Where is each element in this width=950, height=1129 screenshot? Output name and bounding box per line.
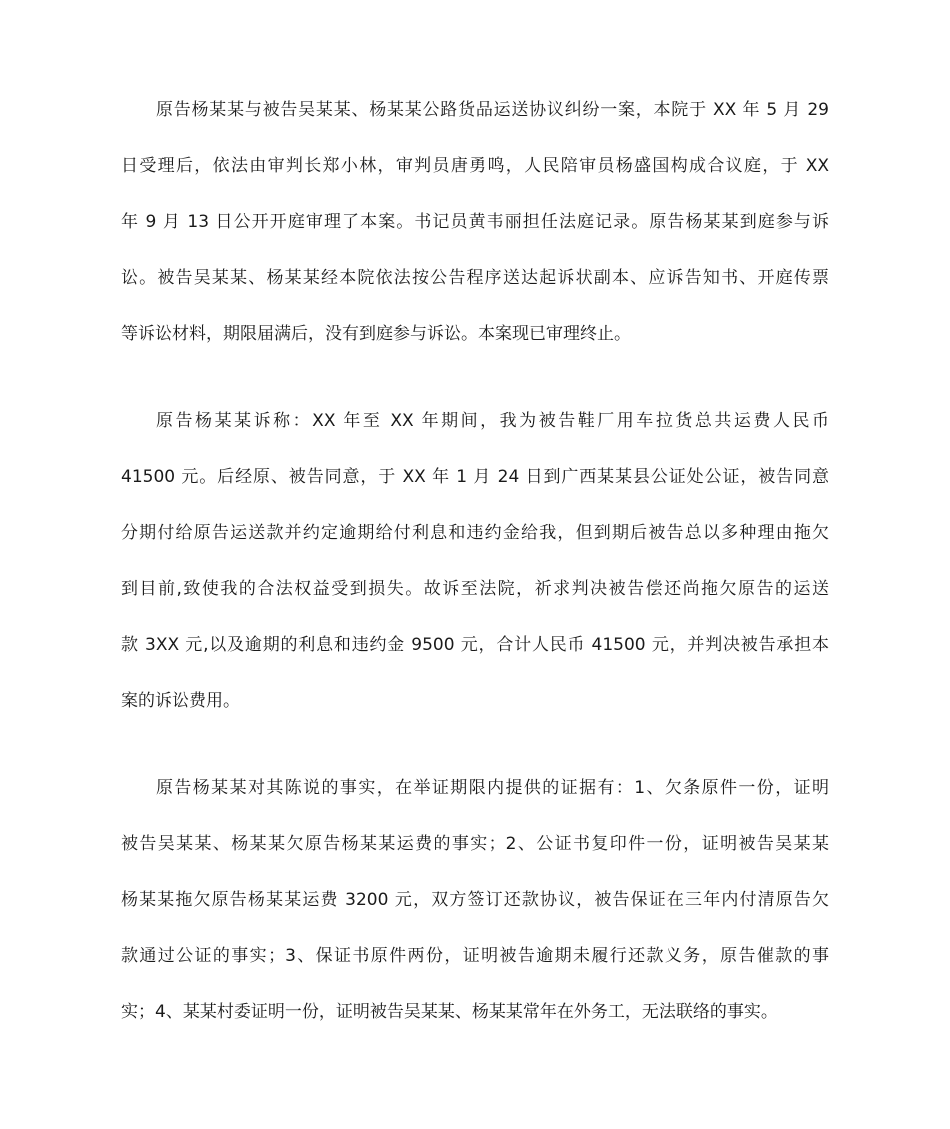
text-line: 案的诉讼费用。 bbox=[121, 691, 240, 711]
text-line: 款 3XX 元,以及逾期的利息和违约金 9500 元，合计人民币 41500 元，并判决被告承担本 bbox=[121, 635, 829, 655]
text-line: 被告吴某某、杨某某欠原告杨某某运费的事实；2、公证书复印件一份，证明被告吴某某 bbox=[121, 834, 829, 854]
text-line: 讼。被告吴某某、杨某某经本院依法按公告程序送达起诉状副本、应诉告知书、开庭传票 bbox=[121, 268, 829, 288]
text-line: 原告杨某某诉称：XX 年至 XX 年期间，我为被告鞋厂用车拉货总共运费人民币 bbox=[156, 411, 829, 431]
paragraph-1 bbox=[121, 101, 829, 381]
text-line: 日受理后，依法由审判长郑小林，审判员唐勇鸣，人民陪审员杨盛国构成合议庭，于 XX bbox=[121, 156, 829, 176]
text-line: 杨某某拖欠原告杨某某运费 3200 元，双方签订还款协议，被告保证在三年内付清原告欠 bbox=[121, 890, 829, 910]
text-line: 原告杨某某与被告吴某某、杨某某公路货品运送协议纠纷一案，本院于 XX 年 5 月 29 bbox=[156, 100, 829, 120]
text-line: 分期付给原告运送款并约定逾期给付利息和违约金给我，但到期后被告总以多种理由拖欠 bbox=[121, 523, 829, 543]
text-line: 等诉讼材料，期限届满后，没有到庭参与诉讼。本案现已审理终止。 bbox=[121, 324, 631, 344]
text-line: 41500 元。后经原、被告同意，于 XX 年 1 月 24 日到广西某某县公证处公证，被告同意 bbox=[121, 467, 829, 487]
paragraph-3 bbox=[121, 779, 829, 1059]
paragraph-2 bbox=[121, 412, 829, 748]
text-line: 年 9 月 13 日公开开庭审理了本案。书记员黄韦丽担任法庭记录。原告杨某某到庭参与诉 bbox=[121, 212, 829, 232]
text-line: 款通过公证的事实；3、保证书原件两份，证明被告逾期未履行还款义务，原告催款的事 bbox=[121, 946, 829, 966]
text-line: 原告杨某某对其陈说的事实，在举证期限内提供的证据有：1、欠条原件一份，证明 bbox=[156, 778, 829, 798]
text-line: 实；4、某某村委证明一份，证明被告吴某某、杨某某常年在外务工，无法联络的事实。 bbox=[121, 1002, 778, 1022]
text-line: 到目前,致使我的合法权益受到损失。故诉至法院，祈求判决被告偿还尚拖欠原告的运送 bbox=[121, 579, 829, 599]
